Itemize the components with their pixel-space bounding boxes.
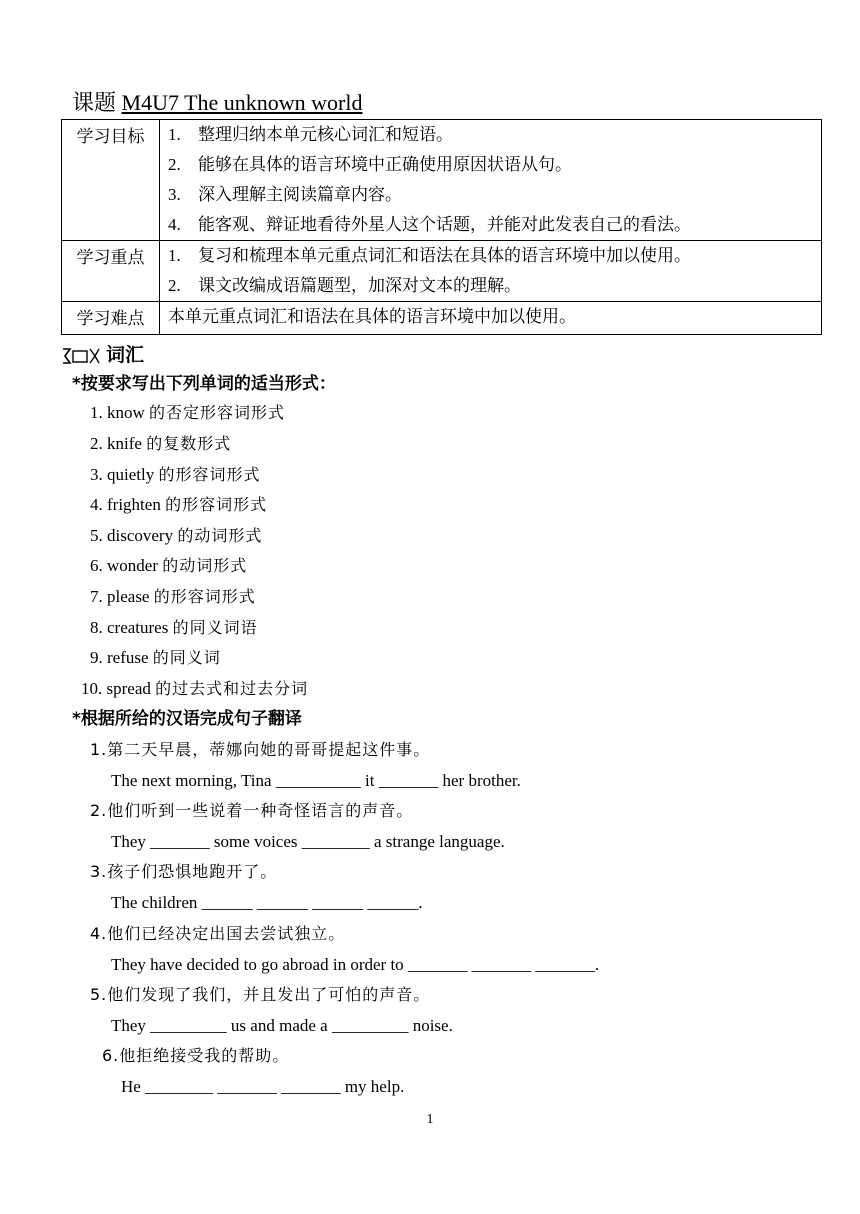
item-number: 4.	[168, 215, 181, 234]
item-text: 整理归纳本单元核心词汇和短语。	[198, 125, 453, 144]
answer-line: They _______ some voices ________ a strange language.	[111, 832, 505, 851]
vocab-section-heading	[62, 342, 144, 368]
list-item: 5. discovery 的动词形式	[90, 526, 263, 545]
item-text: 深入理解主阅读篇章内容。	[198, 185, 402, 204]
answer-line: He ________ _______ _______ my help.	[121, 1077, 405, 1096]
list-item	[160, 271, 821, 301]
prompt-chinese: 4.他们已经决定出国去尝试独立。	[90, 924, 346, 943]
table-row	[62, 120, 822, 241]
list-item: 9. refuse 的同义词	[90, 648, 221, 667]
task2-heading: *根据所给的汉语完成句子翻译	[72, 709, 302, 729]
answer-line: The children ______ ______ ______ ______.	[111, 893, 423, 912]
list-item: 3. quietly 的形容词形式	[90, 465, 261, 484]
prompt-chinese: 3.孩子们恐惧地跑开了。	[90, 862, 278, 881]
page-number: 1	[426, 1112, 434, 1127]
list-item: 6. wonder 的动词形式	[90, 556, 248, 575]
row-label: 学习难点	[62, 302, 160, 335]
task1-heading: *按要求写出下列单词的适当形式：	[72, 374, 336, 394]
row-content: 本单元重点词汇和语法在具体的语言环境中加以使用。	[160, 302, 822, 335]
item-number: 2.	[168, 155, 181, 174]
section-title: 词汇	[106, 344, 145, 366]
list-item: 7. please 的形容词形式	[90, 587, 256, 606]
lesson-code: M4U7 The unknown world	[121, 90, 363, 115]
row-content	[160, 120, 822, 241]
item-number: 1.	[168, 246, 181, 265]
page-title	[72, 88, 362, 118]
list-item: 8. creatures 的同义词语	[90, 618, 258, 637]
answer-line: They have decided to go abroad in order to _______ _______ _______.	[111, 955, 600, 974]
list-item	[160, 241, 821, 271]
prompt-chinese: 1.第二天早晨，蒂娜向她的哥哥提起这件事。	[90, 740, 431, 759]
item-text: 能够在具体的语言环境中正确使用原因状语从句。	[198, 155, 572, 174]
list-item: 10. spread 的过去式和过去分词	[81, 679, 309, 698]
prompt-chinese: 5.他们发现了我们，并且发出了可怕的声音。	[90, 985, 431, 1004]
title-prefix: 课题	[72, 90, 117, 115]
objectives-table	[61, 119, 822, 335]
item-text: 复习和梳理本单元重点词汇和语法在具体的语言环境中加以使用。	[198, 246, 691, 265]
row-content	[160, 241, 822, 302]
item-number: 1.	[168, 125, 181, 144]
section-marker-icon	[62, 346, 100, 364]
list-item	[160, 150, 821, 180]
list-item: 4. frighten 的形容词形式	[90, 495, 268, 514]
item-number: 2.	[168, 276, 181, 295]
table-row	[62, 241, 822, 302]
prompt-chinese: 2.他们听到一些说着一种奇怪语言的声音。	[90, 801, 414, 820]
list-item	[160, 180, 821, 210]
list-item: 1. know 的否定形容词形式	[90, 403, 286, 422]
item-number: 3.	[168, 185, 181, 204]
table-row	[62, 302, 822, 335]
row-label: 学习目标	[62, 120, 160, 241]
list-item	[160, 120, 821, 150]
item-text: 课文改编成语篇题型，加深对文本的理解。	[198, 276, 521, 295]
list-item: 2. knife 的复数形式	[90, 434, 232, 453]
answer-line: The next morning, Tina __________ it _______ her brother.	[111, 771, 521, 790]
item-text: 能客观、辩证地看待外星人这个话题，并能对此发表自己的看法。	[198, 215, 691, 234]
prompt-chinese: 6.他拒绝接受我的帮助。	[102, 1046, 290, 1065]
answer-line: They _________ us and made a _________ noise.	[111, 1016, 453, 1035]
row-label: 学习重点	[62, 241, 160, 302]
list-item	[160, 210, 821, 240]
